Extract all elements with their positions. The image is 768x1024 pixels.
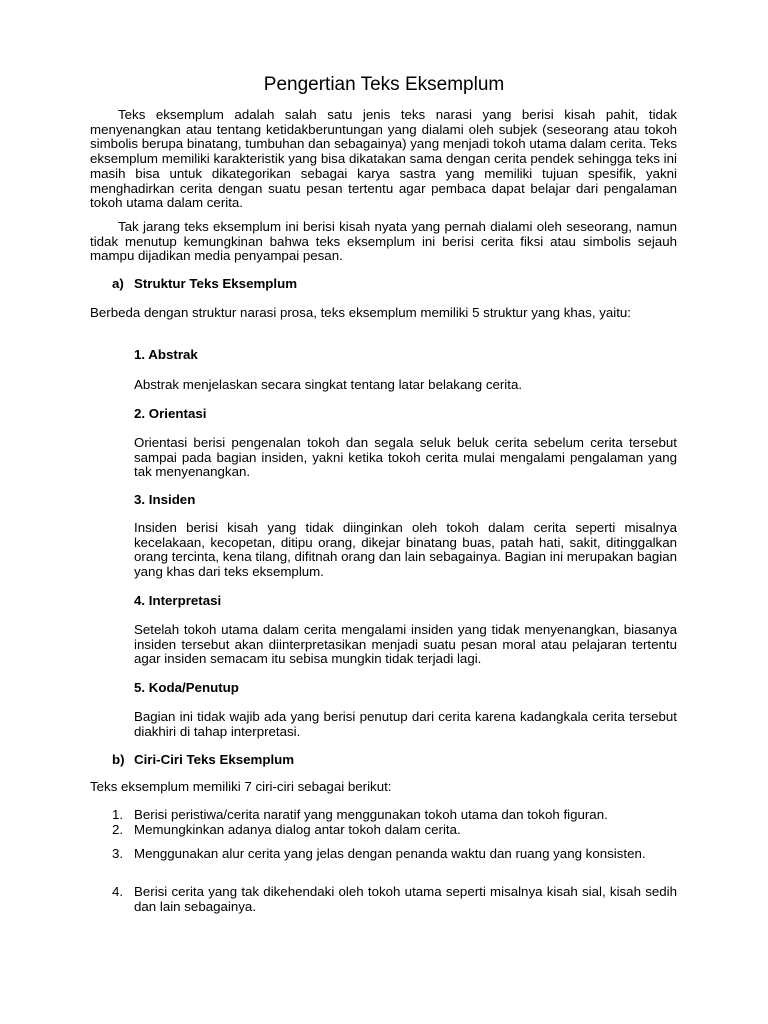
section-b-marker: b) [112, 752, 125, 767]
section-b-heading [112, 752, 294, 767]
structure-heading-interpretasi: 4. Interpretasi [134, 593, 222, 608]
list-item-number: 1. [112, 807, 124, 822]
section-a-title: Struktur Teks Eksemplum [134, 276, 298, 291]
list-item [112, 885, 677, 915]
list-item-number: 4. [112, 884, 124, 899]
intro-paragraph-2: Tak jarang teks eksemplum ini berisi kisah nyata yang pernah dialami oleh seseorang, namun tidak menutup kemungkinan bahwa teks eksemplum ini berisi cerita fiksi atau simbolis sejauh mampu dijadikan media penyampai pesan. [90, 219, 677, 264]
list-item-text: Berisi cerita yang tak dikehendaki oleh tokoh utama seperti misalnya kisah sial, kisah sedih dan lain sebagainya. [134, 884, 677, 914]
structure-heading-koda: 5. Koda/Penutup [134, 680, 239, 695]
list-item-text: Berisi peristiwa/cerita naratif yang menggunakan tokoh utama dan tokoh figuran. [134, 807, 608, 822]
structure-heading-abstrak: 1. Abstrak [134, 347, 198, 362]
list-item [112, 847, 677, 877]
structure-heading-insiden: 3. Insiden [134, 492, 196, 507]
structure-text-orientasi: Orientasi berisi pengenalan tokoh dan segala seluk beluk cerita sebelum cerita tersebut sampai pada bagian insiden, yakni ketika tokoh cerita mulai mengalami pengalaman yang tak menyenangkan. [134, 435, 677, 480]
structure-text-insiden: Insiden berisi kisah yang tidak diinginkan oleh tokoh dalam cerita seperti misalnya kecelakaan, kecopetan, ditipu orang, dikejar binatang buas, patah hati, sakit, ditinggalkan orang tercinta, kena tilang, difitnah orang dan lain sebagainya. Bagian ini merupakan bagian yang khas dari teks eksemplum. [134, 520, 677, 580]
page-title: Pengertian Teks Eksemplum [263, 74, 505, 95]
section-a-marker: a) [112, 276, 124, 291]
section-a-heading [112, 276, 297, 291]
list-item-number: 2. [112, 822, 124, 837]
structure-heading-orientasi: 2. Orientasi [134, 406, 207, 421]
section-a-lead: Berbeda dengan struktur narasi prosa, teks eksemplum memiliki 5 struktur yang khas, yaitu: [90, 305, 631, 320]
list-item [112, 808, 677, 823]
list-item-number: 3. [112, 846, 124, 861]
list-item-text: Memungkinkan adanya dialog antar tokoh dalam cerita. [134, 822, 461, 837]
structure-text-koda: Bagian ini tidak wajib ada yang berisi penutup dari cerita karena kadangkala cerita tersebut diakhiri di tahap interpretasi. [134, 709, 677, 739]
intro-paragraph-1: Teks eksemplum adalah salah satu jenis teks narasi yang berisi kisah pahit, tidak menyenangkan atau tentang ketidakberuntungan yang dialami oleh subjek (seseorang atau tokoh simbolis berupa binatang, tumbuhan dan sebagainya) yang menjadi tokoh utama dalam cerita. Teks eksemplum memiliki karakteristik yang bisa dikatakan sama dengan cerita pendek sehingga teks ini masih bisa untuk dikategorikan sebagai karya sastra yang memiliki tujuan spesifik, yakni menghadirkan cerita dengan suatu pesan tertentu agar pembaca dapat belajar dari pengalaman tokoh utama dalam cerita. [90, 107, 677, 211]
list-item [112, 823, 677, 838]
list-item-text: Menggunakan alur cerita yang jelas dengan penanda waktu dan ruang yang konsisten. [134, 846, 646, 861]
structure-text-abstrak: Abstrak menjelaskan secara singkat tentang latar belakang cerita. [134, 377, 523, 392]
section-b-title: Ciri-Ciri Teks Eksemplum [134, 752, 295, 767]
structure-text-interpretasi: Setelah tokoh utama dalam cerita mengalami insiden yang tidak menyenangkan, biasanya insiden tersebut akan diinterpretasikan menjadi suatu pesan moral atau pelajaran tertentu agar insiden semacam itu sebisa mungkin tidak terjadi lagi. [134, 622, 677, 667]
section-b-lead: Teks eksemplum memiliki 7 ciri-ciri sebagai berikut: [90, 779, 392, 794]
